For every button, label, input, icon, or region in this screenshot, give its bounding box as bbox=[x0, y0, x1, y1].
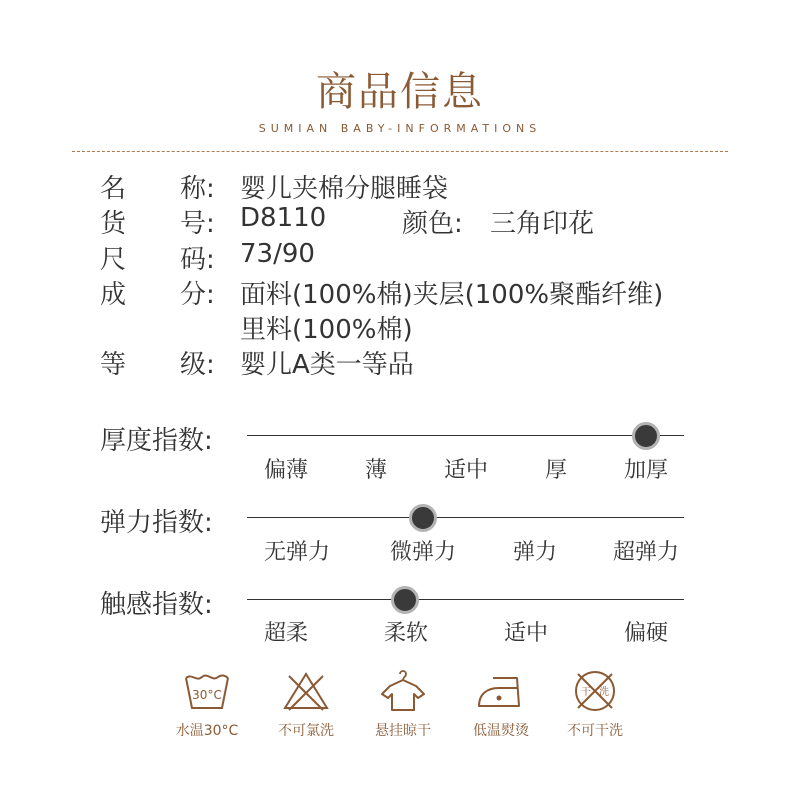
thickness-tick: 加厚 bbox=[623, 458, 669, 483]
wash-30-icon bbox=[182, 668, 232, 714]
elasticity-tick: 弹力 bbox=[512, 540, 558, 565]
info-value-size: 73/90 bbox=[240, 239, 315, 269]
softness-index-label: 触感指数: bbox=[100, 590, 213, 620]
care-bleach-label: 不可氯洗 bbox=[278, 723, 334, 739]
softness-tick: 偏硬 bbox=[623, 621, 669, 646]
info-key-char: 称: bbox=[180, 174, 215, 204]
info-key-char: 货 bbox=[100, 209, 127, 239]
care-iron-label: 低温熨烫 bbox=[473, 723, 529, 739]
low-iron-icon bbox=[473, 668, 529, 714]
care-wash-label: 水温30°C bbox=[175, 723, 239, 739]
elasticity-tick: 无弹力 bbox=[263, 540, 331, 565]
elasticity-index-label: 弹力指数: bbox=[100, 508, 213, 538]
info-key-char: 级: bbox=[180, 350, 215, 380]
care-dryclean bbox=[545, 668, 645, 740]
no-bleach-icon bbox=[281, 668, 331, 714]
info-value-composition-line2: 里料(100%棉) bbox=[240, 315, 413, 345]
softness-tick: 超柔 bbox=[263, 621, 309, 646]
info-value-name: 婴儿夹棉分腿睡袋 bbox=[240, 174, 449, 204]
elasticity-track bbox=[247, 517, 684, 518]
hang-dry-icon bbox=[378, 668, 428, 714]
dashed-divider bbox=[72, 151, 728, 152]
info-key-char: 码: bbox=[180, 245, 215, 275]
elasticity-knob bbox=[409, 504, 437, 532]
info-value-item-no: D8110 bbox=[240, 203, 327, 233]
dryclean-text-1: 干 bbox=[581, 687, 591, 698]
info-key-color: 颜色: bbox=[402, 209, 463, 239]
wash-temp-text: 30°C bbox=[192, 688, 222, 702]
info-key-char: 等 bbox=[100, 350, 127, 380]
info-key-char: 名 bbox=[100, 174, 127, 204]
softness-tick: 适中 bbox=[503, 621, 549, 646]
page-subtitle: SUMIAN BABY-INFORMATIONS bbox=[258, 122, 542, 135]
care-iron bbox=[451, 668, 551, 740]
no-dry-clean-icon bbox=[570, 668, 620, 714]
care-wash bbox=[157, 668, 257, 740]
thickness-knob bbox=[632, 422, 660, 450]
thickness-index-label: 厚度指数: bbox=[100, 426, 213, 456]
elasticity-tick: 微弹力 bbox=[389, 540, 457, 565]
info-key-char: 尺 bbox=[100, 245, 127, 275]
info-key-char: 号: bbox=[180, 209, 215, 239]
info-value-color: 三角印花 bbox=[490, 209, 595, 239]
softness-knob bbox=[391, 586, 419, 614]
info-value-grade: 婴儿A类一等品 bbox=[240, 350, 414, 380]
info-key-char: 成 bbox=[100, 280, 127, 310]
care-hang-label: 悬挂晾干 bbox=[375, 723, 431, 739]
care-hang bbox=[353, 668, 453, 740]
softness-track bbox=[247, 599, 684, 600]
thickness-track bbox=[247, 435, 684, 436]
care-dryclean-label: 不可干洗 bbox=[567, 723, 623, 739]
thickness-tick: 偏薄 bbox=[263, 458, 309, 483]
care-bleach bbox=[256, 668, 356, 740]
thickness-tick: 薄 bbox=[364, 458, 388, 483]
thickness-tick: 适中 bbox=[443, 458, 489, 483]
elasticity-tick: 超弹力 bbox=[612, 540, 680, 565]
page-title: 商品信息 bbox=[316, 69, 484, 115]
dryclean-text-2: 洗 bbox=[599, 687, 609, 698]
softness-tick: 柔软 bbox=[383, 621, 429, 646]
info-value-composition-line1: 面料(100%棉)夹层(100%聚酯纤维) bbox=[240, 280, 664, 310]
thickness-tick: 厚 bbox=[544, 458, 568, 483]
info-key-char: 分: bbox=[180, 280, 215, 310]
